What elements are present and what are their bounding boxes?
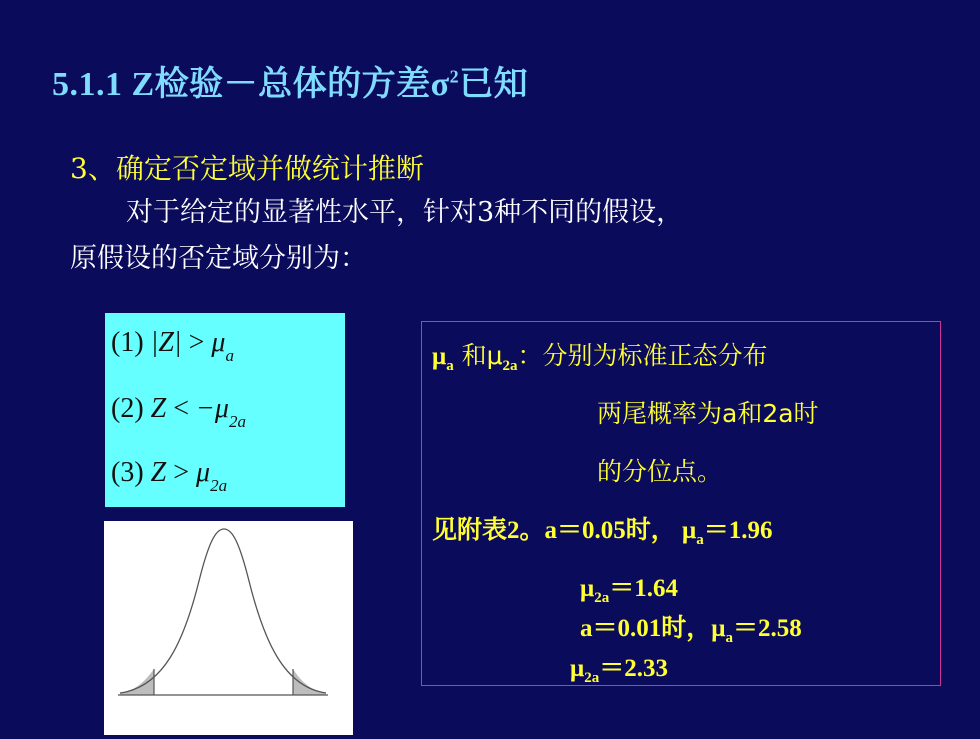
intro-paragraph <box>70 190 683 282</box>
formula-1: (1) $|Z| > \mu_a$ <box>111 327 234 365</box>
paragraph-line-2: 原假设的否定域分别为： <box>70 243 367 274</box>
info-line-6: a＝0.01时，$\mu_a=2.58$ <box>580 615 802 646</box>
normal-curve-figure <box>104 521 353 735</box>
normal-curve-svg <box>104 521 353 735</box>
info-line-2: 两尾概率为a和2a时 <box>597 399 819 428</box>
right-tail-shade <box>293 669 326 695</box>
formula-3: (3) $Z > \mu_{2a}$ <box>111 457 228 495</box>
info-line-3: 的分位点。 <box>597 457 723 486</box>
title-suffix: 已知 <box>459 66 529 103</box>
info-line-4: 见附表2。a＝0.05时， $\mu_a=1.96$ <box>432 517 773 548</box>
info-line-1: $\mu_a$ 和$\mu_{2a}$：分别为标准正态分布 <box>432 341 768 374</box>
title-superscript: 2 <box>449 66 460 87</box>
info-line-7: $\mu_{2a}=2.33$ <box>570 655 668 686</box>
slide-title <box>52 56 528 105</box>
step-heading: 3、确定否定域并做统计推断 <box>70 152 424 185</box>
title-text: 5.1.1 Z检验－总体的方差σ <box>52 66 450 103</box>
rejection-region-formulas <box>105 313 345 507</box>
info-line-5: $\mu_{2a}=1.64$ <box>580 575 678 606</box>
quantile-info-box <box>421 321 941 686</box>
paragraph-line-1: 对于给定的显著性水平，针对3种不同的假设， <box>126 197 684 228</box>
bell-curve <box>120 529 326 693</box>
formula-2: (2) $Z < -\mu_{2a}$ <box>111 393 246 431</box>
